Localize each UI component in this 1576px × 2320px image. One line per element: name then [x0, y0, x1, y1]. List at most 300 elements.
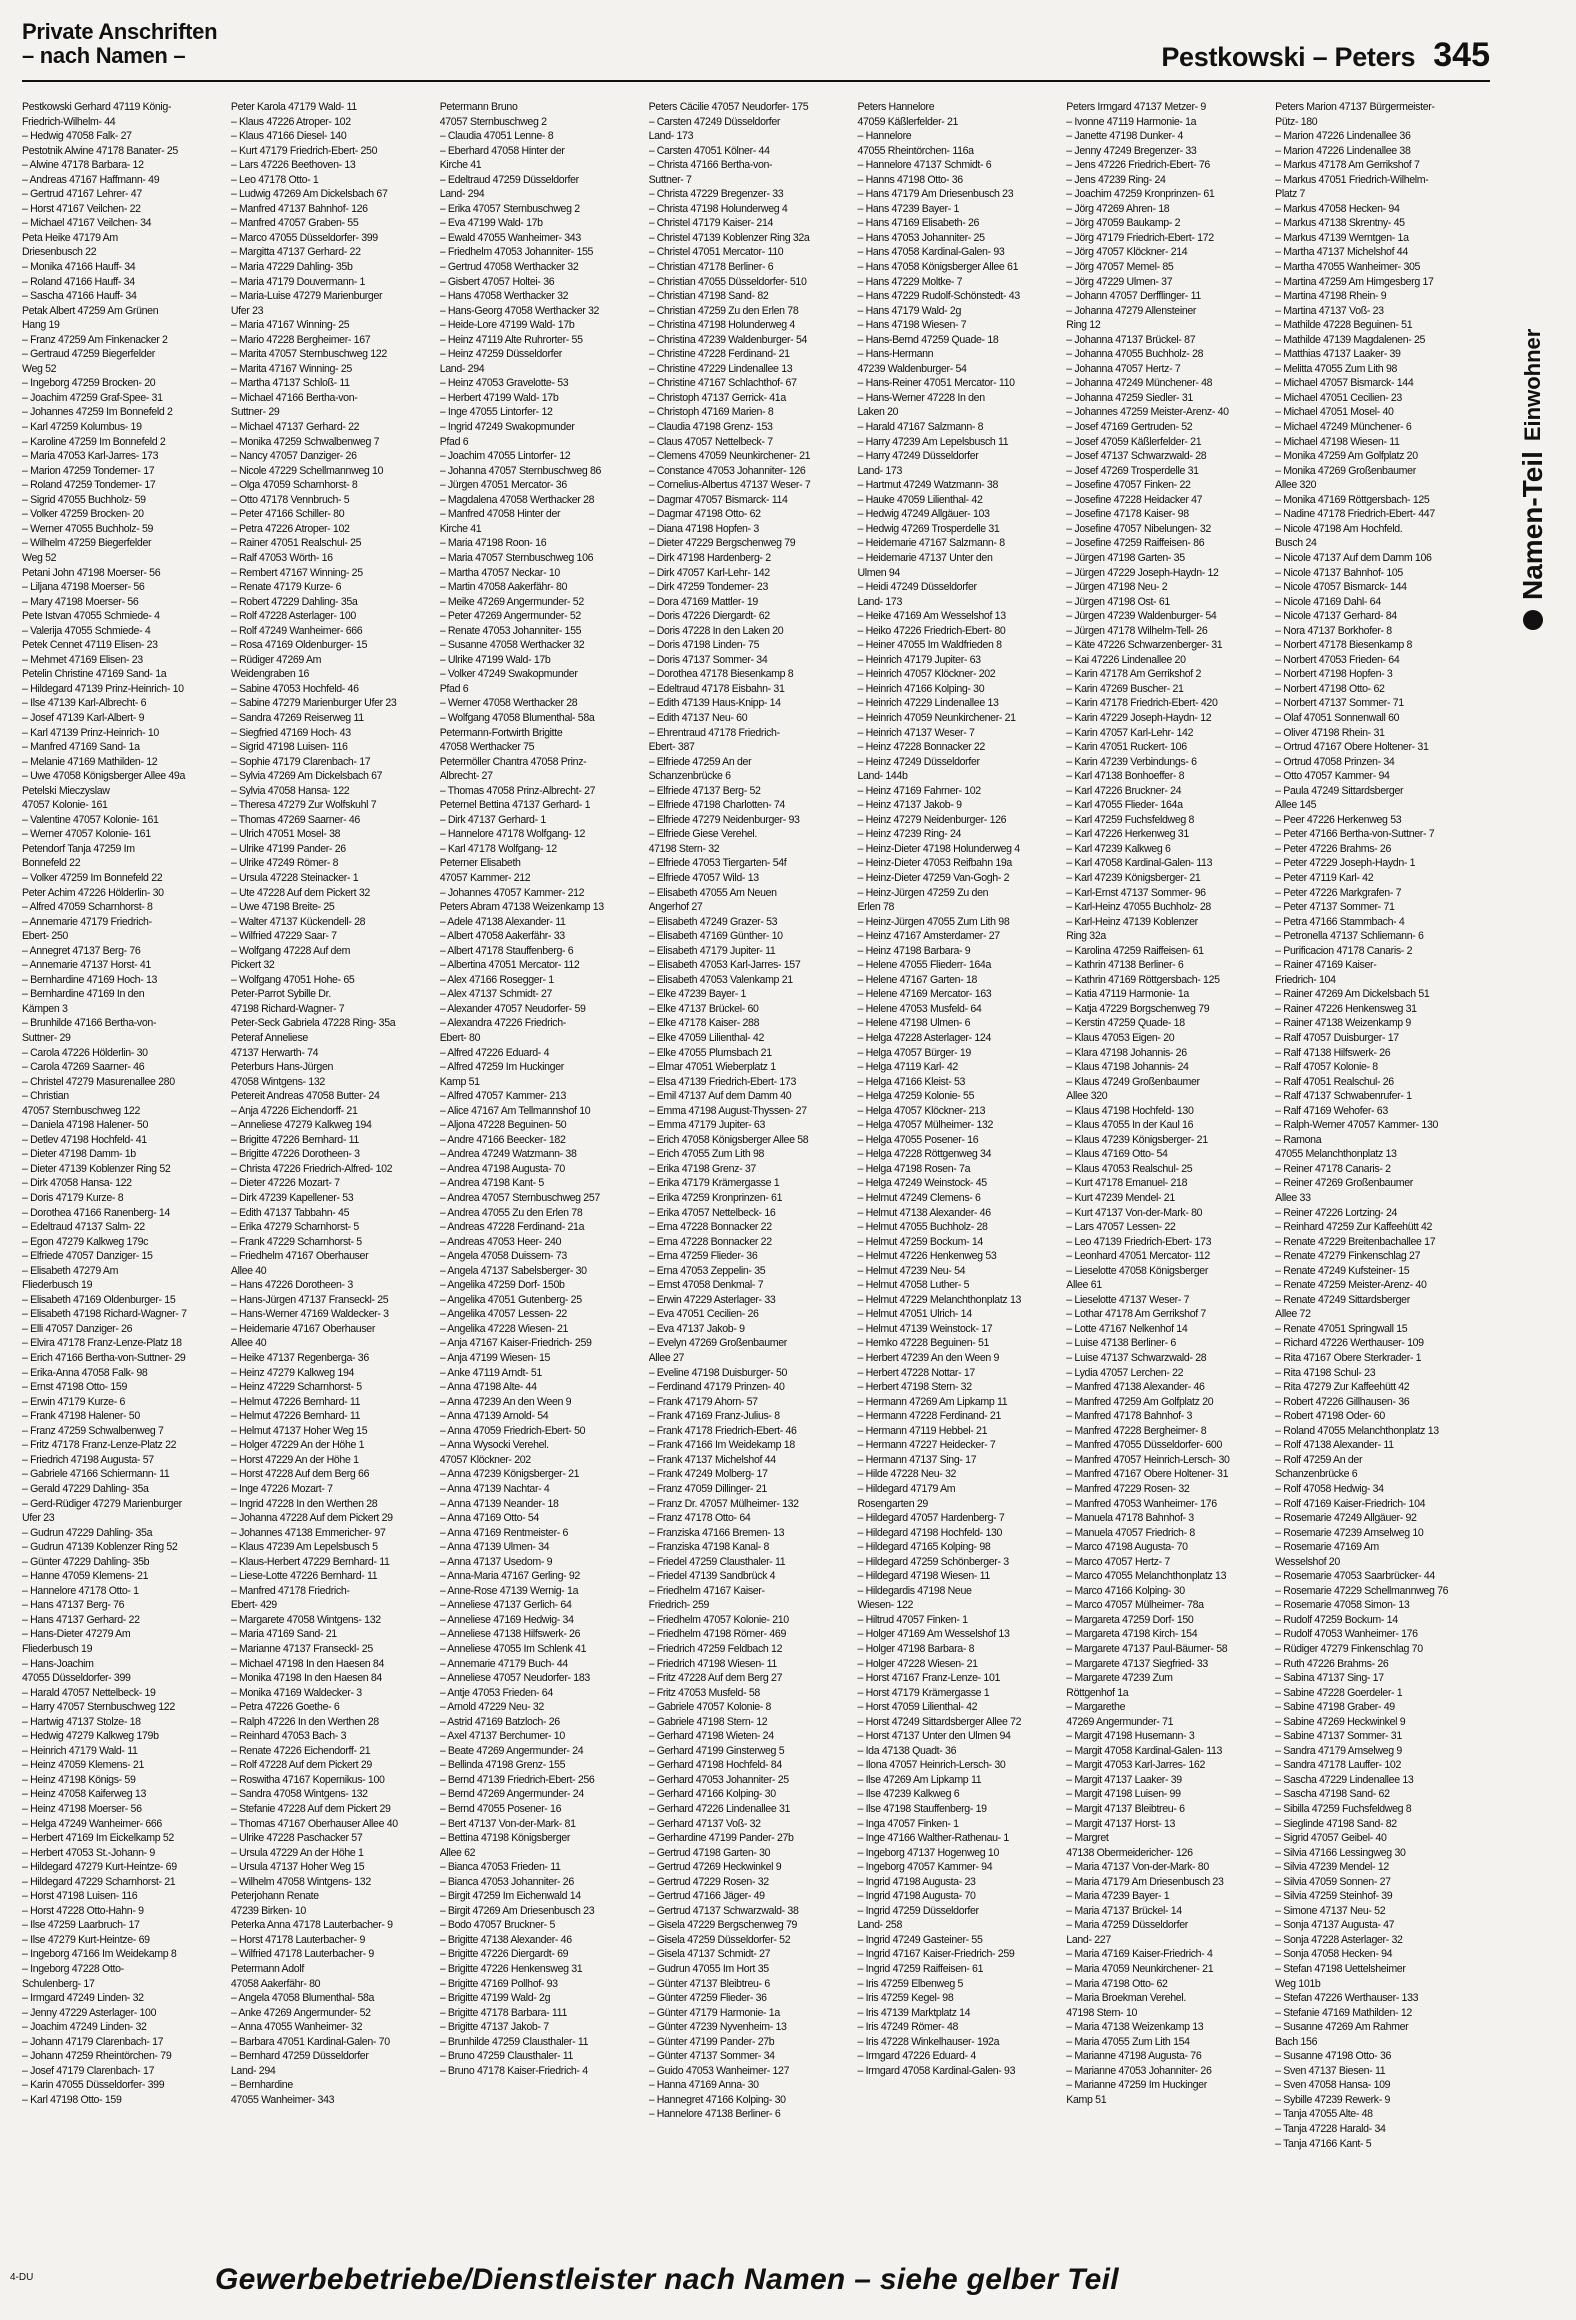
listing-entry: – Lydia 47057 Lerchen- 22 [1066, 1366, 1184, 1379]
listing-entry: – Elke 47055 Plumsbach 21 [648, 1046, 772, 1059]
listing-entry: – Rita 47279 Zur Kaffeehütt 42 [1275, 1381, 1410, 1394]
listing-entry: – Klaus 47198 Hochfeld- 130 [1066, 1104, 1194, 1117]
listing-entry: – Claudia 47198 Grenz- 153 [648, 421, 773, 434]
listing-entry: – Elisabeth 47179 Jupiter- 11 [648, 944, 776, 957]
listing-entry: – Rolf 47228 Auf dem Pickert 29 [230, 1759, 372, 1772]
listing-entry: – Karin 47239 Verbindungs- 6 [1066, 755, 1197, 768]
listing-entry: – Hans 47229 Moltke- 7 [857, 275, 963, 288]
listing-entry: – Klaus 47053 Realschul- 25 [1066, 1162, 1193, 1175]
listing-entry: Petermann-Fortwirth Brigitte [439, 726, 563, 739]
listing-entry: – Margit 47198 Luisen- 99 [1066, 1788, 1181, 1801]
listing-entry: Peternel Bettina 47137 Gerhard- 1 [439, 799, 591, 812]
listing-entry: – Anna 47239 An den Ween 9 [439, 1395, 572, 1408]
listing-entry: – Helmut 47239 Neu- 54 [857, 1264, 966, 1277]
listing-entry: – Gabriele 47166 Schiermann- 11 [22, 1468, 170, 1481]
listing-entry: – Thomas 47167 Oberhauser Allee 40 [230, 1817, 398, 1830]
listing-entry: – Edith 47139 Haus-Knipp- 14 [648, 697, 781, 710]
listing-entry: – Heike 47137 Regenberga- 36 [230, 1352, 369, 1365]
listing-entry: – Heinz 47167 Amsterdamer- 27 [857, 930, 1000, 943]
listing-entry: – Silvia 47259 Steinhof- 39 [1275, 1890, 1393, 1903]
listing-entry: – Karoline 47259 Im Bonnefeld 2 [22, 435, 166, 448]
listing-entry: Kamp 51 [1066, 2093, 1107, 2106]
listing-entry: – Elfriede 47259 An der [648, 755, 752, 768]
listing-entry: – Wolfgang 47228 Auf dem [230, 944, 351, 957]
listing-entry: – Wolfgang 47051 Hohe- 65 [230, 973, 355, 986]
listing-entry: – Josefine 47228 Heidacker 47 [1066, 493, 1203, 506]
listing-entry: – Horst 47229 An der Höhe 1 [230, 1453, 359, 1466]
listing-entry: – Bruno 47259 Clausthaler- 11 [439, 2050, 574, 2063]
listing-entry: – Alex 47166 Rosegger- 1 [439, 973, 554, 986]
listing-entry: – Hermann 47227 Heidecker- 7 [857, 1439, 996, 1452]
listing-entry: – Heinz-Dieter 47198 Holunderweg 4 [857, 842, 1020, 855]
listing-entry: – Helmut 47226 Henkenweg 53 [857, 1250, 997, 1263]
listing-entry: Ebert- 250 [22, 930, 68, 943]
listing-entry: – Johannes 47057 Kammer- 212 [439, 886, 585, 899]
listing-entry: – Heinz 47228 Bonnacker 22 [857, 741, 985, 754]
listing-entry: – Johannes 47259 Meister-Arenz- 40 [1066, 406, 1229, 419]
listing-entry: – Richard 47226 Werthauser- 109 [1275, 1337, 1424, 1350]
listing-entry: – Bernd 47139 Friedrich-Ebert- 256 [439, 1773, 595, 1786]
listing-entry: – Roland 47259 Tondemer- 17 [22, 479, 156, 492]
listing-entry: Albrecht- 27 [439, 770, 493, 783]
listing-entry: – Albert 47058 Aakerfähr- 33 [439, 930, 565, 943]
listing-entry: – Melitta 47055 Zum Lith 98 [1275, 362, 1398, 375]
listing-entry: Peter Karola 47179 Wald- 11 [230, 101, 357, 113]
listing-entry: – Ramona [1275, 1133, 1322, 1146]
listing-entry: – Rüdiger 47269 Am [230, 653, 322, 666]
listing-entry: 47058 Wintgens- 132 [230, 1075, 325, 1088]
listing-entry: – Bernhardine [230, 2079, 293, 2092]
listing-entry: – Christine 47228 Ferdinand- 21 [648, 348, 790, 361]
listing-entry: Erlen 78 [857, 901, 895, 914]
listing-entry: – Marita 47167 Winning- 25 [230, 362, 352, 375]
listing-entry: – Heinz-Dieter 47053 Reifbahn 19a [857, 857, 1012, 870]
listing-entry: – Fritz 47178 Franz-Lenze-Platz 22 [22, 1439, 177, 1452]
listing-entry: – Karl 47178 Wolfgang- 12 [439, 842, 557, 855]
listing-entry: – Franz 47059 Dillinger- 21 [648, 1482, 767, 1495]
listing-entry: – Mathilde 47228 Beguinen- 51 [1275, 319, 1413, 332]
listing-entry: – Gertrud 47137 Schwarzwald- 38 [648, 1904, 799, 1917]
listing-entry: – Dagmar 47198 Otto- 62 [648, 508, 761, 521]
listing-entry: – Alex 47137 Schmidt- 27 [439, 988, 553, 1001]
listing-column [1066, 100, 1275, 2220]
listing-entry: – Frank 47249 Molberg- 17 [648, 1468, 768, 1481]
listing-entry: Friedrich-Wilhelm- 44 [22, 115, 116, 128]
listing-entry: Pickert 32 [230, 959, 275, 972]
listing-entry: – Tanja 47055 Alte- 48 [1275, 2108, 1373, 2121]
listing-entry: – Volker 47259 Brocken- 20 [22, 508, 144, 521]
listing-entry: – Margarete 47058 Wintgens- 132 [230, 1613, 381, 1626]
listing-entry: – Horst 47228 Auf dem Berg 66 [230, 1468, 370, 1481]
listing-entry: – Herbert 47228 Nottar- 17 [857, 1366, 975, 1379]
listing-entry: – Marco 47057 Mülheimer- 78a [1066, 1599, 1204, 1612]
listing-entry: – Ursula 47229 An der Höhe 1 [230, 1846, 364, 1859]
section-title [22, 20, 217, 68]
listing-entry: – Erna 47259 Flieder- 36 [648, 1250, 758, 1263]
listing-entry: – Brigitte 47169 Pollhof- 93 [439, 1977, 558, 1990]
listing-entry: – Carola 47269 Saarner- 46 [22, 1061, 145, 1074]
listing-entry: 47058 Aakerfähr- 80 [230, 1977, 321, 1990]
listing-entry: – Hans-Dieter 47279 Am [22, 1628, 131, 1641]
listing-entry: – Jörg 47057 Memel- 85 [1066, 261, 1174, 274]
listing-entry: – Helmut 47259 Bockum- 14 [857, 1235, 983, 1248]
listing-entry: – Hildegard 47259 Schönberger- 3 [857, 1555, 1009, 1568]
listing-entry: – Christian 47178 Berliner- 6 [648, 261, 774, 274]
listing-entry: – Sascha 47166 Hauff- 34 [22, 290, 137, 303]
listing-entry: – Marion 47226 Lindenallee 36 [1275, 130, 1411, 143]
listing-entry: – Helga 47228 Röttgenweg 34 [857, 1148, 992, 1161]
listing-entry: – Andrea 47055 Zu den Erlen 78 [439, 1206, 583, 1219]
listing-entry: Weg 52 [22, 551, 57, 564]
listing-entry: – Christel 47179 Kaiser- 214 [648, 217, 774, 230]
listing-entry: – Jörg 47229 Ulmen- 37 [1066, 275, 1173, 288]
listing-entry: – Angelika 47259 Dorf- 150b [439, 1279, 565, 1292]
listing-entry: – Sabine 47279 Marienburger Ufer 23 [230, 697, 397, 710]
listing-entry: – Peter 47229 Joseph-Haydn- 1 [1275, 857, 1416, 870]
listing-entry: – Valentine 47057 Kolonie- 161 [22, 813, 159, 826]
listing-entry: – Michael 47198 In den Haesen 84 [230, 1657, 384, 1670]
listing-entry: – Aljona 47228 Beguinen- 50 [439, 1119, 567, 1132]
listing-entry: – Peter 47226 Brahms- 26 [1275, 842, 1392, 855]
listing-entry: – Sven 47058 Hansa- 109 [1275, 2079, 1391, 2092]
listing-entry: – Margit 47137 Horst- 13 [1066, 1817, 1176, 1830]
listing-entry: – Maria 47169 Kaiser-Friedrich- 4 [1066, 1948, 1213, 1961]
listing-entry: – Harry 47249 Düsseldorfer [857, 450, 979, 463]
listing-entry: – Anneliese 47279 Kalkweg 194 [230, 1119, 372, 1132]
listing-entry: – Friedrich 47259 Feldbach 12 [648, 1642, 783, 1655]
listing-entry: – Rainer 47138 Weizenkamp 9 [1275, 1017, 1411, 1030]
listing-entry: – Barbara 47051 Kardinal-Galen- 70 [230, 2035, 390, 2048]
listing-entry: – Heinz-Jürgen 47055 Zum Lith 98 [857, 915, 1010, 928]
listing-entry: – Helga 47057 Bürger- 19 [857, 1046, 971, 1059]
listing-entry: – Ingrid 47259 Raiffeisen- 61 [857, 1963, 984, 1975]
listing-entry: – Markus 47058 Hecken- 94 [1275, 202, 1400, 215]
listing-entry: – Ralf 47169 Wehofer- 63 [1275, 1104, 1388, 1117]
listing-entry: – Peter 47166 Schiller- 80 [230, 508, 345, 521]
listing-entry: – Nicole 47198 Am Hochfeld. [1275, 522, 1403, 535]
listing-entry: – Hans-Georg 47058 Werthacker 32 [439, 304, 600, 317]
listing-entry: – Beate 47269 Angermunder- 24 [439, 1744, 584, 1757]
listing-entry: – Gerhardine 47199 Pander- 27b [648, 1832, 794, 1845]
listing-entry: – Josefine 47057 Finken- 22 [1066, 479, 1191, 492]
listing-entry: – Hermann 47119 Hebbel- 21 [857, 1424, 988, 1437]
listing-entry: – Hanns 47198 Otto- 36 [857, 173, 963, 186]
listing-entry: – Ralf 47053 Wörth- 16 [230, 551, 333, 564]
listing-entry: – Sabine 47228 Goerdeler- 1 [1275, 1686, 1403, 1699]
listing-entry: – Angelika 47228 Wiesen- 21 [439, 1322, 569, 1335]
listing-entry: – Günter 47239 Nyvenheim- 13 [648, 2021, 787, 2034]
listing-entry: – Jürgen 47051 Mercator- 36 [439, 479, 567, 492]
listing-entry: – Thomas 47269 Saarner- 46 [230, 813, 360, 826]
listing-entry: Petendorf Tanja 47259 Im [22, 842, 135, 855]
listing-entry: – Holger 47198 Barbara- 8 [857, 1642, 975, 1655]
listing-entry: – Renate 47259 Meister-Arenz- 40 [1275, 1279, 1427, 1292]
listing-entry: – Markus 47178 Am Gerrikshof 7 [1275, 159, 1420, 172]
listing-entry: – Margit 47058 Kardinal-Galen- 113 [1066, 1744, 1223, 1757]
listing-entry: – Elisabeth 47169 Günther- 10 [648, 930, 783, 943]
listing-entry: – Ilse 47269 Am Lipkamp 11 [857, 1773, 982, 1786]
listing-entry: – Erika 47057 Sternbuschweg 2 [439, 202, 580, 215]
listing-entry: Petelin Christine 47169 Sand- 1a [22, 668, 167, 681]
listing-entry: – Manfred 47057 Heinrich-Lersch- 30 [1066, 1453, 1230, 1466]
listing-entry: – Kai 47226 Lindenallee 20 [1066, 653, 1186, 666]
listing-entry: – Erich 47166 Bertha-von-Suttner- 29 [22, 1352, 186, 1365]
listing-entry: – Lars 47057 Lessen- 22 [1066, 1221, 1176, 1234]
listing-entry: – Petra 47226 Atroper- 102 [230, 522, 350, 535]
listing-entry: – Josefine 47259 Raiffeisen- 86 [1066, 537, 1205, 550]
listing-entry: – Christoph 47169 Marien- 8 [648, 406, 774, 419]
listing-entry: – Christel 47139 Koblenzer Ring 32a [648, 231, 810, 244]
listing-entry: – Angelika 47051 Gutenberg- 25 [439, 1293, 582, 1306]
listing-entry: – Sonja 47228 Asterlager- 32 [1275, 1933, 1403, 1946]
listing-entry: – Jörg 47269 Ahren- 18 [1066, 202, 1170, 215]
listing-entry: – Margit 47137 Laaker- 39 [1066, 1773, 1182, 1786]
listing-entry: – Rosa 47169 Oldenburger- 15 [230, 639, 368, 652]
listing-entry: – Reinhard 47259 Zur Kaffeehütt 42 [1275, 1221, 1433, 1234]
listing-entry: – Heinz 47059 Klemens- 21 [22, 1759, 144, 1772]
listing-entry: – Helga 47198 Rosen- 7a [857, 1162, 971, 1175]
listing-entry: – Guido 47053 Wanheimer- 127 [648, 2064, 790, 2077]
listing-entry: – Marco 47055 Düsseldorfer- 399 [230, 231, 378, 244]
listing-entry: – Helene 47198 Ulmen- 6 [857, 1017, 971, 1030]
listing-entry: – Erika 47279 Scharnhorst- 5 [230, 1221, 359, 1234]
listing-entry: Land- 144b [857, 770, 908, 783]
listing-entry: – Johanna 47057 Hertz- 7 [1066, 362, 1181, 375]
listing-entry: – Petronella 47137 Schliemann- 6 [1275, 930, 1424, 943]
listing-entry: – Alfred 47057 Kammer- 213 [439, 1090, 567, 1103]
listing-entry: – Hans 47226 Dorotheen- 3 [230, 1279, 353, 1292]
listing-entry: – Sylvia 47058 Hansa- 122 [230, 784, 350, 797]
listing-entry: – Elsa 47139 Friedrich-Ebert- 173 [648, 1075, 797, 1088]
listing-entry: 47198 Richard-Wagner- 7 [230, 1002, 345, 1015]
listing-entry: – Emma 47179 Jupiter- 63 [648, 1119, 766, 1132]
listing-entry: – Dirk 47137 Gerhard- 1 [439, 813, 546, 826]
listing-entry: – Kathrin 47169 Röttgersbach- 125 [1066, 973, 1220, 986]
listing-entry: – Manfred 47229 Rosen- 32 [1066, 1482, 1190, 1495]
listing-entry: – Andrea 47198 Kant- 5 [439, 1177, 544, 1190]
listing-entry: – Frank 47166 Im Weidekamp 18 [648, 1439, 795, 1452]
listing-entry: – Werner 47057 Kolonie- 161 [22, 828, 151, 841]
listing-entry: – Erika 47259 Kronprinzen- 61 [648, 1192, 783, 1205]
listing-entry: – Rita 47198 Schul- 23 [1275, 1366, 1376, 1379]
listing-entry: – Renate 47051 Springwall 15 [1275, 1322, 1408, 1335]
listing-entry: – Friedhelm 47167 Oberhauser [230, 1250, 369, 1263]
listing-entry: – Leo 47178 Otto- 1 [230, 173, 319, 186]
listing-entry: Friedrich- 259 [648, 1599, 710, 1612]
listing-entry: – Anneliese 47057 Neudorfer- 183 [439, 1672, 590, 1685]
listing-entry: – Heinz 47198 Moerser- 56 [22, 1802, 142, 1815]
listing-entry: 47059 Käßlerfelder- 21 [857, 115, 959, 128]
listing-entry: Land- 294 [230, 2064, 276, 2077]
listing-entry: – Elfriede 47057 Wild- 13 [648, 871, 759, 884]
listing-entry: Ring 12 [1066, 319, 1101, 332]
listing-entry: – Jörg 47179 Friedrich-Ebert- 172 [1066, 231, 1214, 244]
listing-entry: – Hildegard 47279 Kurt-Heintze- 69 [22, 1861, 177, 1874]
listing-entry: – Martha 47057 Neckar- 10 [439, 566, 560, 579]
listing-entry: – Ingeborg 47259 Brocken- 20 [22, 377, 156, 390]
listing-entry: – Herbert 47198 Stern- 32 [857, 1381, 972, 1394]
listing-entry: – Hans 47058 Werthacker 32 [439, 290, 569, 303]
listing-entry: – Margareta 47198 Kirch- 154 [1066, 1628, 1198, 1641]
listing-entry: – Christine 47167 Schlachthof- 67 [648, 377, 797, 390]
listing-entry: – Rolf 47138 Alexander- 11 [1275, 1439, 1394, 1452]
listing-entry: – Dorothea 47166 Ranenberg- 14 [22, 1206, 170, 1219]
listing-entry: – Manfred 47138 Alexander- 46 [1066, 1381, 1205, 1394]
listing-entry: – Ingeborg 47228 Otto- [22, 1963, 124, 1975]
listing-entry: – Valerija 47055 Schmiede- 4 [22, 624, 151, 637]
listing-entry: – Lieselotte 47137 Weser- 7 [1066, 1293, 1190, 1306]
listing-entry: – Hannelore 47178 Wolfgang- 12 [439, 828, 586, 841]
listing-entry: – Monika 47269 Großenbaumer [1275, 464, 1416, 477]
listing-entry: – Friedel 47259 Clausthaler- 11 [648, 1555, 786, 1568]
listing-entry: – Gudrun 47139 Koblenzer Ring 52 [22, 1541, 178, 1554]
listing-entry: – Roland 47055 Melanchthonplatz 13 [1275, 1424, 1439, 1437]
listing-entry: Fliederbusch 19 [22, 1642, 93, 1655]
listing-entry: 47198 Stern- 32 [648, 842, 720, 855]
listing-entry: – Antje 47053 Frieden- 64 [439, 1686, 553, 1699]
listing-entry: – Christian 47198 Sand- 82 [648, 290, 769, 303]
listing-entry: – Harald 47057 Nettelbeck- 19 [22, 1686, 156, 1699]
listing-entry: – Brunhilde 47166 Bertha-von- [22, 1017, 157, 1030]
listing-entry: – Harry 47057 Sternbuschweg 122 [22, 1701, 175, 1714]
listing-entry: – Angela 47058 Duissern- 73 [439, 1250, 567, 1263]
listing-entry: – Eberhard 47058 Hinter der [439, 144, 565, 157]
listing-entry: – Leonhard 47051 Mercator- 112 [1066, 1250, 1210, 1263]
listing-entry: – Elisabeth 47279 Am [22, 1264, 119, 1277]
listing-entry: – Ingrid 47249 Gasteiner- 55 [857, 1933, 983, 1946]
listing-entry: – Gerhard 47166 Kolping- 30 [648, 1788, 776, 1801]
listing-entry: – Olaf 47051 Sonnenwall 60 [1275, 711, 1400, 724]
listing-entry: – Helga 47119 Karl- 42 [857, 1061, 958, 1074]
listing-entry: – Ingeborg 47057 Kammer- 94 [857, 1861, 993, 1874]
listing-entry: – Christa 47229 Bregenzer- 33 [648, 188, 784, 201]
listing-entry: – Heinz-Jürgen 47259 Zu den [857, 886, 989, 899]
listing-entry: – Erich 47058 Königsberger Allee 58 [648, 1133, 809, 1146]
listing-entry: – Ingeborg 47137 Hogenweg 10 [857, 1846, 1000, 1859]
listing-entry: – Franziska 47166 Bremen- 13 [648, 1526, 785, 1539]
listing-entry: – Anke 47269 Angermunder- 52 [230, 2006, 371, 2019]
listing-entry: – Hans 47058 Kardinal-Galen- 93 [857, 246, 1005, 259]
listing-entry: – Sigrid 47198 Luisen- 116 [230, 741, 348, 754]
listing-entry: – Robert 47198 Oder- 60 [1275, 1410, 1385, 1423]
listing-entry: – Klaus 47169 Otto- 54 [1066, 1148, 1168, 1161]
listing-entry: – Ortrud 47058 Prinzen- 34 [1275, 755, 1395, 768]
listing-entry: – Horst 47167 Franz-Lenze- 101 [857, 1672, 1001, 1685]
listing-entry: – Hans 47179 Wald- 2g [857, 304, 961, 317]
listing-entry: – Kurt 47179 Friedrich-Ebert- 250 [230, 144, 378, 157]
listing-entry: – Klaus 47239 Am Lepelsbusch 5 [230, 1541, 378, 1554]
listing-entry: – Renate 47279 Finkenschlag 27 [1275, 1250, 1421, 1263]
listing-entry: – Hildegard 47165 Kolping- 98 [857, 1541, 991, 1554]
listing-entry: 47057 Klöckner- 202 [439, 1453, 531, 1466]
listing-entry: Pfad 6 [439, 682, 469, 695]
listing-entry: – Karin 47229 Joseph-Haydn- 12 [1066, 711, 1212, 724]
listing-entry: Laken 20 [857, 406, 899, 419]
listing-entry: 47057 Kammer- 212 [439, 871, 531, 884]
listing-entry: – Helmut 47138 Alexander- 46 [857, 1206, 991, 1219]
listing-entry: – Marion 47259 Tondemer- 17 [22, 464, 155, 477]
listing-entry: – Günter 47199 Pander- 27b [648, 2035, 775, 2048]
listing-entry: – Helmut 47229 Melanchthonplatz 13 [857, 1293, 1022, 1306]
listing-entry: – Reiner 47226 Lortzing- 24 [1275, 1206, 1398, 1219]
listing-entry: – Nicole 47057 Bismarck- 144 [1275, 581, 1407, 594]
listing-entry: – Melanie 47169 Mathilden- 12 [22, 755, 158, 768]
listing-entry: Allee 320 [1275, 479, 1317, 492]
listing-entry: – Bianca 47053 Frieden- 11 [439, 1861, 561, 1874]
listing-entry: – Karin 47178 Am Gerrikshof 2 [1066, 668, 1202, 681]
listing-entry: – Irmgard 47249 Linden- 32 [22, 1992, 144, 2005]
listing-entry: – Gerd-Rüdiger 47279 Marienburger [22, 1497, 182, 1510]
name-range: Pestkowski – Peters [1161, 42, 1416, 72]
listing-entry: – Maria 47179 Am Driesenbusch 23 [1066, 1875, 1224, 1888]
listing-entry: – Heinrich 47166 Kolping- 30 [857, 682, 985, 695]
listing-entry: – Claus 47057 Nettelbeck- 7 [648, 435, 773, 448]
listing-entry: – Hans-Joachim [22, 1657, 94, 1670]
section-title-line1: Private Anschriften [22, 19, 218, 44]
listing-entry: – Heidi 47249 Düsseldorfer [857, 581, 977, 594]
listing-entry: – Elisabeth 47169 Oldenburger- 15 [22, 1293, 176, 1306]
side-tab [1498, 230, 1568, 630]
listing-entry: – Anneliese 47137 Gerlich- 64 [439, 1599, 572, 1612]
listing-entry: – Anna 47169 Otto- 54 [439, 1512, 539, 1525]
listing-entry: – Rainer 47169 Kaiser- [1275, 959, 1377, 972]
listing-entry: – Horst 47228 Otto-Hahn- 9 [22, 1904, 144, 1917]
listing-entry: – Christian 47055 Düsseldorfer- 510 [648, 275, 807, 288]
listing-entry: – Helmut 47051 Ulrich- 14 [857, 1308, 972, 1321]
listing-entry: – Heiko 47226 Friedrich-Ebert- 80 [857, 624, 1006, 637]
listing-column [1275, 100, 1484, 2220]
listing-entry: – Susanne 47058 Werthacker 32 [439, 639, 585, 652]
listing-entry: – Karl 47226 Herkenweg 31 [1066, 828, 1189, 841]
listing-entry: – Franz 47259 Schwalbenweg 7 [22, 1424, 164, 1437]
listing-entry: Peterka Anna 47178 Lauterbacher- 9 [230, 1919, 393, 1932]
listing-entry: – Heinrich 47179 Jupiter- 63 [857, 653, 981, 666]
listing-entry: – Ilse 47198 Stauffenberg- 19 [857, 1802, 987, 1815]
listing-entry: – Erika-Anna 47058 Falk- 98 [22, 1366, 148, 1379]
listing-entry: – Uwe 47198 Breite- 25 [230, 901, 335, 914]
listing-entry: 47198 Stern- 10 [1066, 2006, 1138, 2019]
listing-entry: – Hans 47169 Elisabeth- 26 [857, 217, 980, 230]
listing-entry: – Heinz 47249 Düsseldorfer [857, 755, 980, 768]
listing-entry: Land- 294 [439, 362, 485, 375]
listing-entry: – Nancy 47057 Danziger- 26 [230, 450, 357, 463]
listing-entry: – Michael 47137 Gerhard- 22 [230, 421, 360, 434]
listing-entry: – Mehmet 47169 Elisen- 23 [22, 653, 143, 666]
listing-entry: – Silvia 47239 Mendel- 12 [1275, 1861, 1389, 1874]
listing-entry: – Kurt 47178 Emanuel- 218 [1066, 1177, 1188, 1190]
listing-entry: – Iris 47259 Kegel- 98 [857, 1992, 954, 2005]
listing-entry: – Luise 47138 Berliner- 6 [1066, 1337, 1176, 1350]
listing-entry: – Andreas 47167 Haffmann- 49 [22, 173, 160, 186]
listing-entry: – Eveline 47198 Duisburger- 50 [648, 1366, 788, 1379]
listing-entry: Ebert- 80 [439, 1032, 481, 1044]
listing-entry: – Maria 47229 Dahling- 35b [230, 261, 353, 274]
listing-entry: – Franz 47259 Am Finkenacker 2 [22, 333, 168, 346]
listing-entry: – Hannegret 47166 Kolping- 30 [648, 2093, 786, 2106]
listing-entry: – Angela 47058 Blumenthal- 58a [230, 1992, 375, 2005]
listing-entry: Peteraf Anneliese [230, 1032, 308, 1044]
listing-entry: Peters Marion 47137 Bürgermeister- [1275, 101, 1435, 113]
listing-entry: – Hedwig 47269 Trosperdelle 31 [857, 522, 1000, 535]
listing-entry: – Annemarie 47179 Buch- 44 [439, 1657, 568, 1670]
listing-entry: Weg 52 [22, 362, 57, 375]
listing-entry: Ebert- 387 [648, 741, 695, 754]
listing-entry: – Anne-Rose 47139 Wernig- 1a [439, 1584, 579, 1597]
listing-entry: – Frank 47178 Friedrich-Ebert- 46 [648, 1424, 797, 1437]
listing-entry: – Reiner 47178 Canaris- 2 [1275, 1162, 1391, 1175]
listing-entry: – Christa 47198 Holunderweg 4 [648, 202, 788, 215]
listing-entry: – Gerhard 47053 Johanniter- 25 [648, 1773, 789, 1786]
